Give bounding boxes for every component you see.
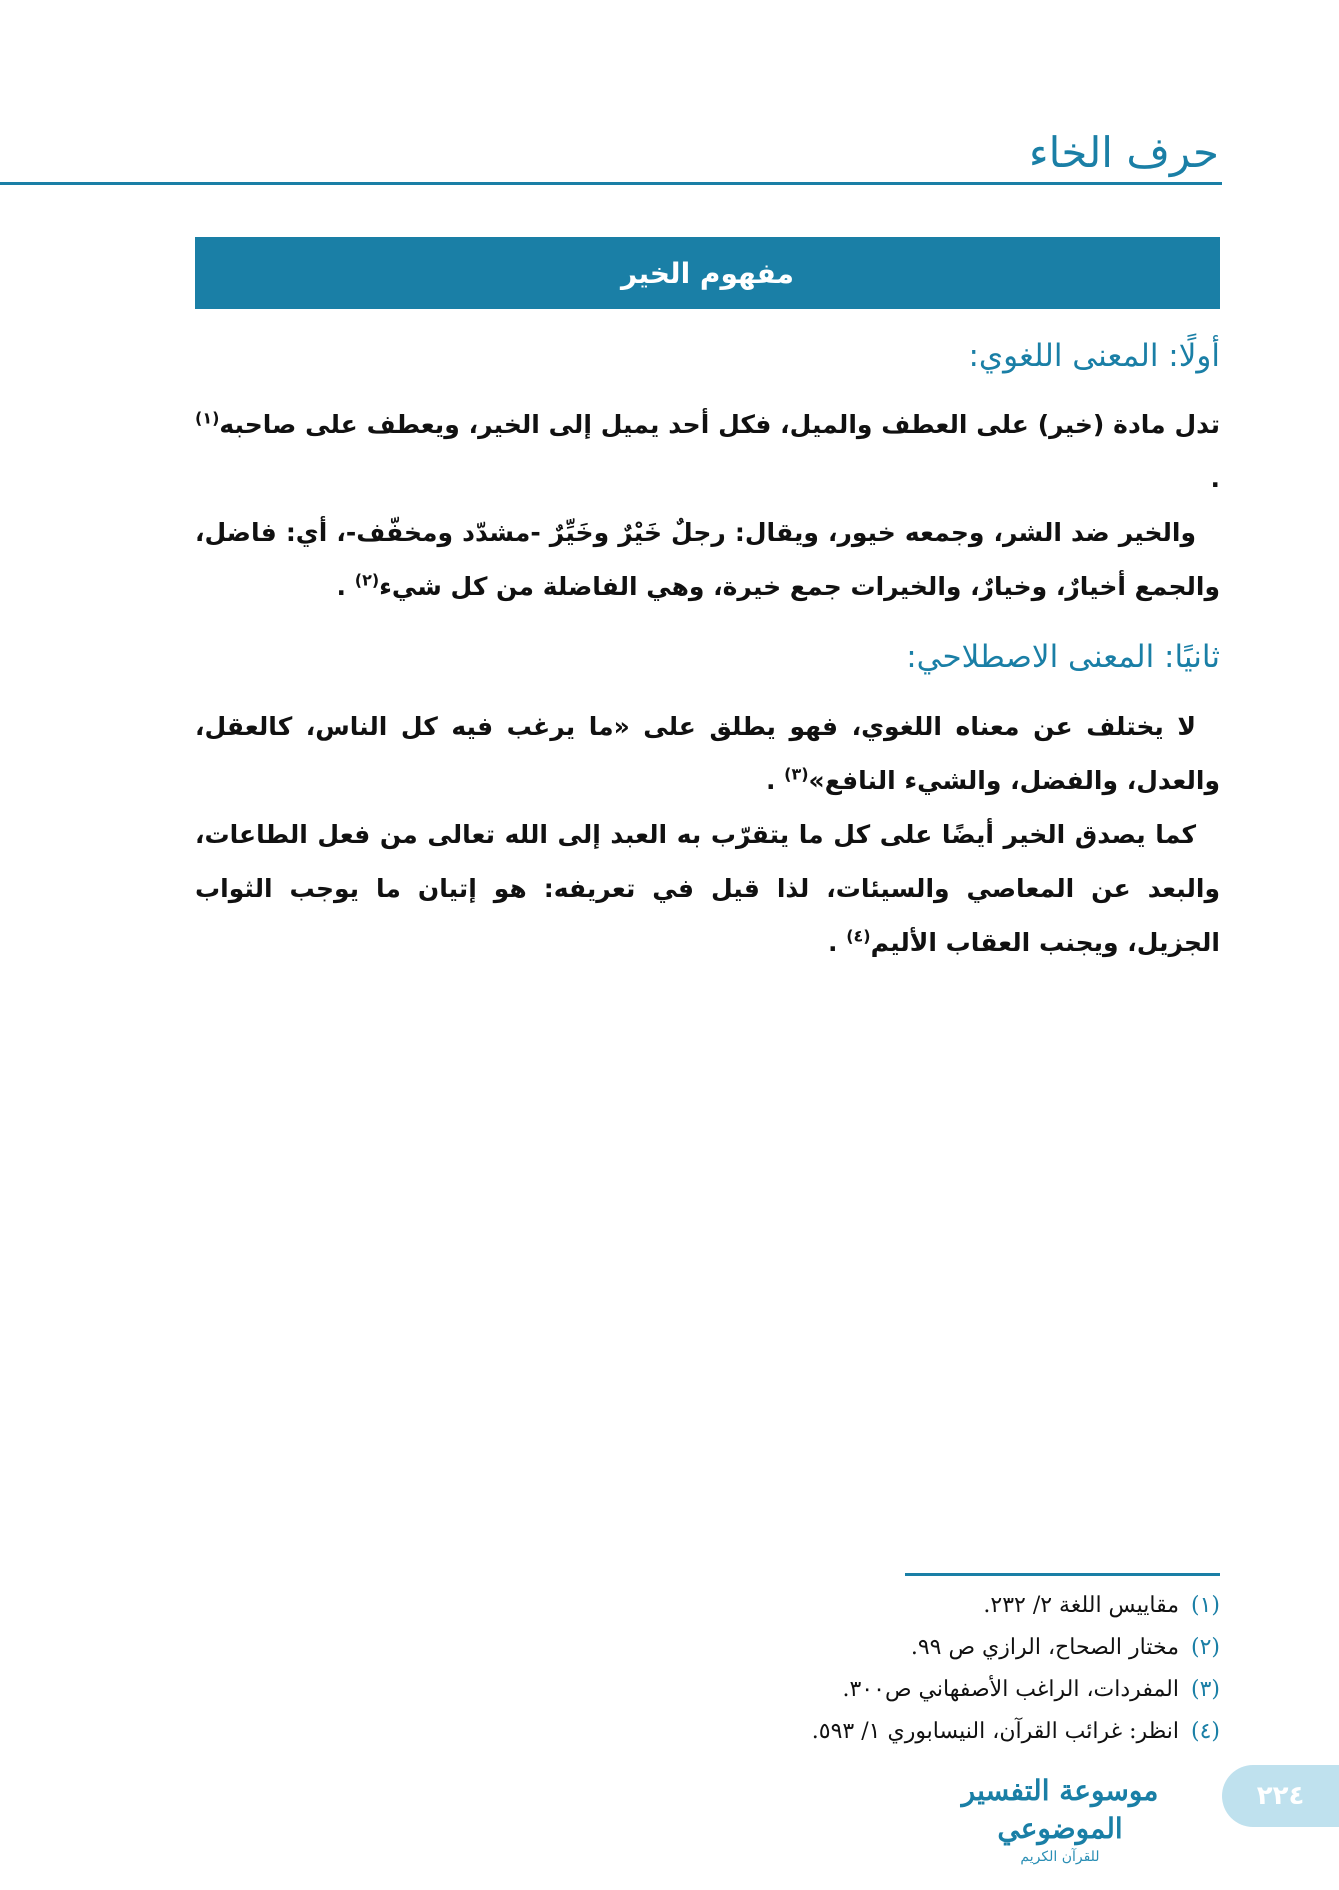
footnote-item xyxy=(520,1711,1220,1753)
paragraph xyxy=(195,700,1220,808)
section-title-band xyxy=(195,237,1220,309)
paragraph-tail: . xyxy=(336,572,355,602)
paragraph xyxy=(195,808,1220,970)
paragraph-text: تدل مادة (خير) على العطف والميل، فكل أحد يميل إلى الخير، ويعطف على صاحبه xyxy=(219,410,1220,440)
page-number-badge xyxy=(1222,1765,1339,1827)
paragraph xyxy=(195,506,1220,614)
main-content xyxy=(195,335,1220,970)
section-title: مفهوم الخير xyxy=(621,256,794,290)
paragraph-tail: . xyxy=(1210,464,1220,494)
logo-main-text: موسوعة التفسير الموضوعي xyxy=(961,1774,1159,1845)
footnote-text: المفردات، الراغب الأصفهاني ص٣٠٠. xyxy=(842,1677,1179,1702)
footnote-ref[interactable]: (١) xyxy=(195,409,220,429)
header-rule xyxy=(0,182,1222,185)
chapter-title: حرف الخاء xyxy=(1028,128,1219,177)
footnote-ref[interactable]: (٤) xyxy=(846,926,871,946)
encyclopedia-logo xyxy=(930,1772,1190,1865)
paragraph-tail: . xyxy=(828,927,847,957)
paragraph-text: لا يختلف عن معناه اللغوي، فهو يطلق على «ما يرغب فيه كل الناس، كالعقل، والعدل، والفضل، والشيء النافع» xyxy=(195,711,1220,795)
logo-sub-text: للقرآن الكريم xyxy=(1020,1849,1100,1865)
page-number: ٢٢٤ xyxy=(1256,1781,1305,1811)
footnote-item xyxy=(520,1627,1220,1669)
footnote-ref[interactable]: (٣) xyxy=(784,764,809,784)
paragraph xyxy=(195,398,1220,506)
footnote-item xyxy=(520,1585,1220,1627)
paragraph-text: والخير ضد الشر، وجمعه خيور، ويقال: رجلٌ خَيْرٌ وخَيِّرٌ -مشدّد ومخفّف-، أي: فاضل، والجمع أخيارٌ، وخيارٌ، والخيرات جمع خيرة، وهي الفاضلة من كل شيء xyxy=(195,518,1220,602)
paragraph-text: كما يصدق الخير أيضًا على كل ما يتقرّب به العبد إلى الله تعالى من فعل الطاعات، والبعد عن المعاصي والسيئات، لذا قيل في تعريفه: هو إتيان ما يوجب الثواب الجزيل، ويجنب العقاب الأليم xyxy=(195,819,1220,957)
section-heading-technical: ثانيًا: المعنى الاصطلاحي: xyxy=(906,639,1220,676)
footnote-number: (١) xyxy=(1190,1593,1220,1618)
footnote-text: مختار الصحاح، الرازي ص ٩٩. xyxy=(910,1635,1179,1660)
footnote-number: (٣) xyxy=(1190,1677,1220,1702)
footnote-number: (٢) xyxy=(1190,1635,1220,1660)
footnote-item xyxy=(520,1669,1220,1711)
section-heading-linguistic: أولًا: المعنى اللغوي: xyxy=(968,338,1220,374)
footnote-rule xyxy=(905,1573,1220,1576)
paragraph-tail: . xyxy=(765,765,785,795)
footnote-text: مقاييس اللغة ٢/ ٢٣٢. xyxy=(983,1593,1179,1618)
footnote-number: (٤) xyxy=(1190,1719,1220,1744)
footnote-ref[interactable]: (٢) xyxy=(354,571,380,591)
footnotes xyxy=(520,1585,1220,1753)
footnote-text: انظر: غرائب القرآن، النيسابوري ١/ ٥٩٣. xyxy=(811,1719,1179,1744)
